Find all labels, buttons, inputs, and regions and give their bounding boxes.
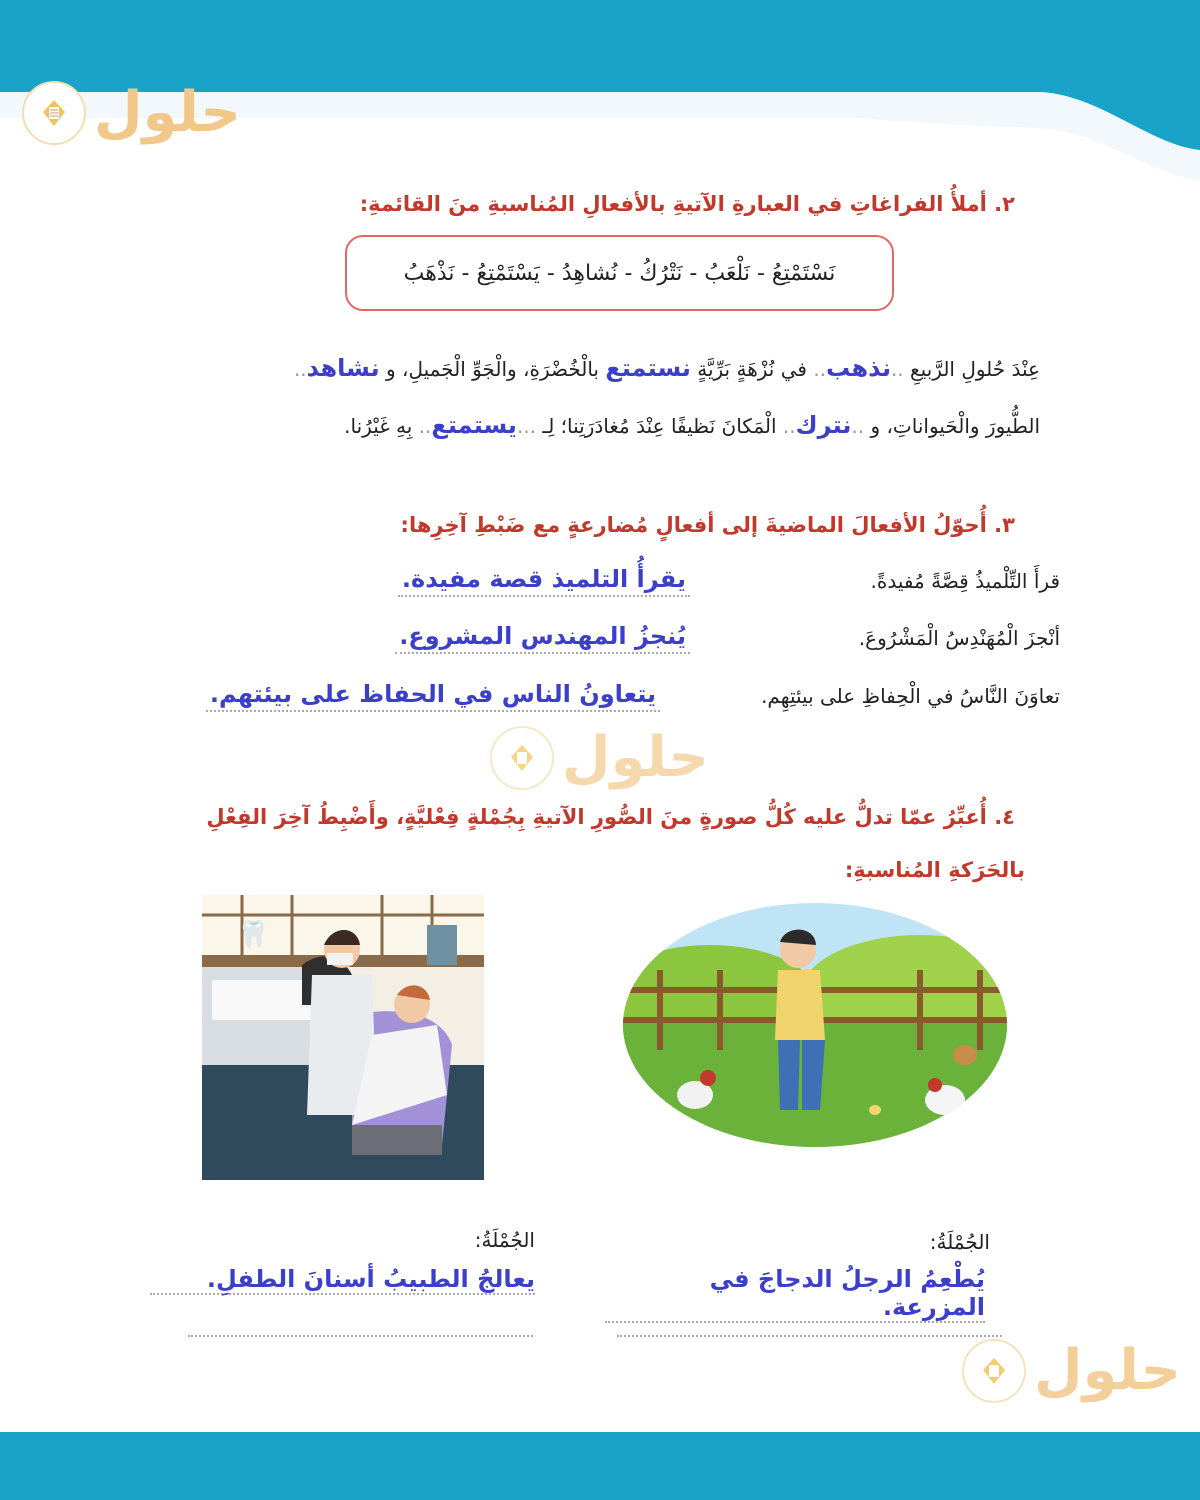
footer-logo-text: حلول (1034, 1338, 1181, 1403)
page-number: ٩٨ (1068, 1408, 1098, 1436)
right-sentence-label: الجُمْلَةُ: (929, 1230, 990, 1254)
book-icon (22, 81, 86, 145)
q3-question-1: قرأَ التِّلْميذُ قِصَّةً مُفيدةً. (870, 569, 1060, 593)
brand-logo-text: حلول (94, 80, 241, 145)
q2-answer-4: نترك (795, 411, 852, 439)
q2-line-1: عِنْدَ حُلولِ الرَّبيعِ ..نذهب.. في نُزْهَةٍ بَرِّيَّةٍ نستمتع بالْخُضْرَةِ، والْجَوِّ الْجَميلِ، و نشاهد.. (293, 354, 1040, 382)
footer-band (0, 1432, 1200, 1500)
book-icon (962, 1339, 1026, 1403)
q2-text-1c: بالْخُضْرَةِ، والْجَوِّ الْجَميلِ، و (385, 357, 599, 381)
q2-text-2c: بِهِ غَيْرُنا. (344, 414, 413, 438)
q2-answer-5: يستمتع (431, 411, 517, 439)
q3-heading: ٣. أُحوّلُ الأفعالَ الماضيةَ إلى أفعالٍ مُضارعةٍ مع ضَبْطِ آخِرِها: (400, 513, 1015, 537)
watermark-logo-text: حلول (562, 725, 709, 790)
word-list-box (345, 235, 894, 311)
watermark-logo (490, 725, 709, 790)
q2-paragraph (40, 340, 1040, 454)
left-sentence-label: الجُمْلَةُ: (474, 1228, 535, 1252)
right-sentence-answer: يُطْعِمُ الرجلُ الدجاجَ في المزرعة. (605, 1265, 985, 1323)
q2-line-2: الطُّيورَ والْحَيواناتِ، و ..نترك.. الْمَكانَ نَظيفًا عِنْدَ مُغادَرَتِنا؛ لِـ ...يستمتع.. بِهِ غَيْرُنا. (344, 411, 1040, 439)
q3-row-3 (100, 680, 1060, 712)
left-sentence-answer: يعالجُ الطبيبُ أسنانَ الطفلِ. (150, 1265, 535, 1295)
word-list: نَسْتَمْتِعُ - نَلْعَبُ - نَتْرُكُ - نُشاهِدُ - يَسْتَمْتِعُ - نَذْهَبُ (403, 260, 836, 286)
right-answer-line (617, 1335, 1002, 1337)
q4-heading-line-1: ٤. أُعبِّرُ عمّا تدلُّ عليه كُلُّ صورةٍ منَ الصُّورِ الآتيةِ بِجُمْلةٍ فِعْليَّةٍ، وأَضْبِطُ آخِرَ الفِعْلِ (206, 805, 1015, 829)
q3-answer-3: يتعاونُ الناس في الحفاظ على بيئتهم. (206, 680, 660, 712)
q2-text-2a: الطُّيورَ والْحَيواناتِ، و (870, 414, 1040, 438)
q3-row-1 (100, 565, 1060, 597)
q3-question-3: تعاوَنَ النَّاسُ في الْحِفاظِ على بيئتِهِم. (761, 684, 1060, 708)
q2-heading: ٢. أملأُ الفراغاتِ في العبارةِ الآتيةِ بالأفعالِ المُناسبةِ منَ القائمةِ: (359, 192, 1015, 216)
svg-text:🦷: 🦷 (237, 920, 270, 950)
dentist-illustration (202, 895, 484, 1180)
q2-text-1b: في نُزْهَةٍ بَرِّيَّةٍ (697, 357, 807, 381)
q3-answer-1: يقرأُ التلميذ قصة مفيدة. (398, 565, 690, 597)
q3-question-2: أنْجزَ الْمُهَنْدِسُ الْمَشْرُوعَ. (858, 626, 1060, 650)
footer-logo (962, 1338, 1181, 1403)
farm-illustration (620, 900, 1010, 1150)
q2-answer-3: نشاهد (306, 354, 380, 382)
left-answer-line (188, 1335, 533, 1337)
q3-row-2 (100, 622, 1060, 654)
q3-answer-2: يُنجزُ المهندس المشروع. (395, 622, 690, 654)
q4-heading-line-2: بالحَرَكةِ المُناسبةِ: (844, 858, 1025, 882)
book-icon (490, 726, 554, 790)
q2-answer-1: نذهب (826, 354, 891, 382)
q2-answer-2: نستمتع (605, 354, 691, 382)
q2-text-1a: عِنْدَ حُلولِ الرَّبيعِ (910, 357, 1040, 381)
brand-logo (22, 80, 241, 145)
q2-text-2b: الْمَكانَ نَظيفًا عِنْدَ مُغادَرَتِنا؛ لِـ (542, 414, 777, 438)
